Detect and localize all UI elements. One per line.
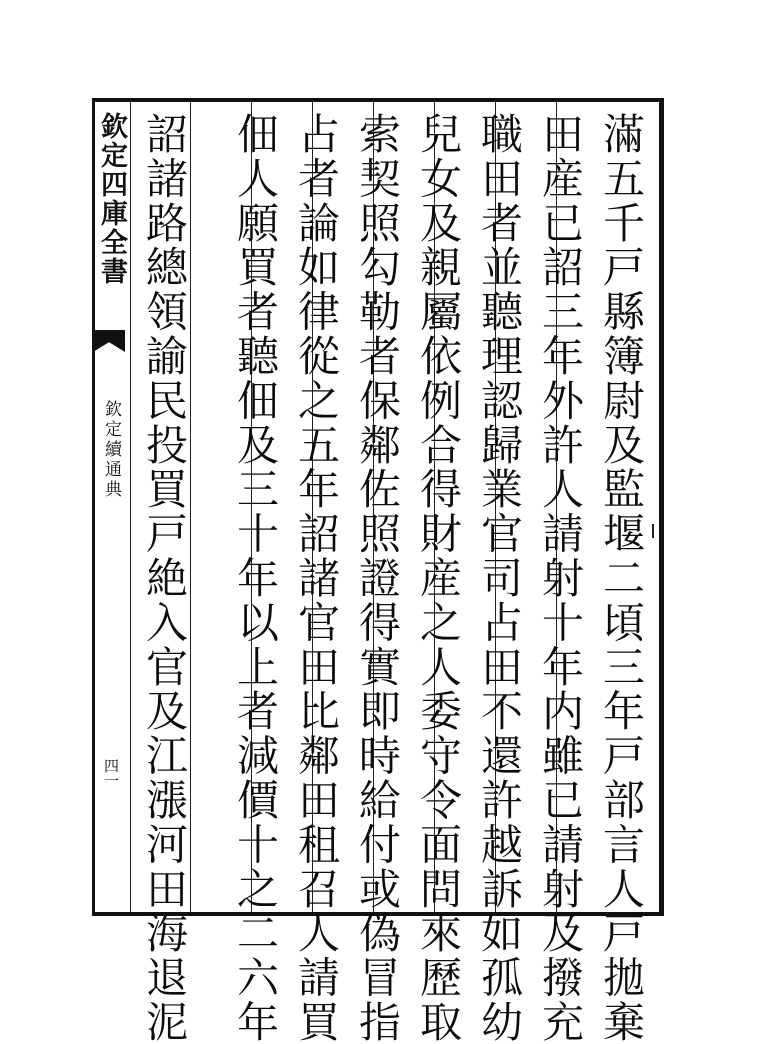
edge-mark (652, 524, 664, 538)
text-column: 職田者並聽理認歸業官司占田不還許越訴如孤幼 (475, 112, 524, 1044)
text-column: 索契照勾勒者保鄰佐照證得實即時給付或偽冒指 (353, 112, 402, 1044)
text-column: 滿五千戸縣簿尉及監堰二頃三年戸部言人戸拋棄 (597, 112, 646, 1044)
text-column: 兒女及親屬依例合得財産之人委守令面問來歷取 (414, 112, 463, 1044)
text-column: 田産已詔三年外許人請射十年内雖已請射及撥充 (536, 112, 585, 1044)
page-number: 四一 (102, 758, 120, 788)
text-column: 占者論如律從之五年詔諸官田比鄰田租召人請買 (292, 112, 341, 1044)
text-column: 詔諸路總領諭民投買戸絶入官及江漲河田海退泥 (140, 112, 189, 1044)
column-rule (130, 102, 131, 912)
series-title: 欽定四庫全書 (96, 112, 127, 286)
book-title: 欽定續通典 (101, 400, 121, 500)
text-column: 佃人願買者聽佃及三十年以上者減價十之二六年 (231, 112, 280, 1044)
